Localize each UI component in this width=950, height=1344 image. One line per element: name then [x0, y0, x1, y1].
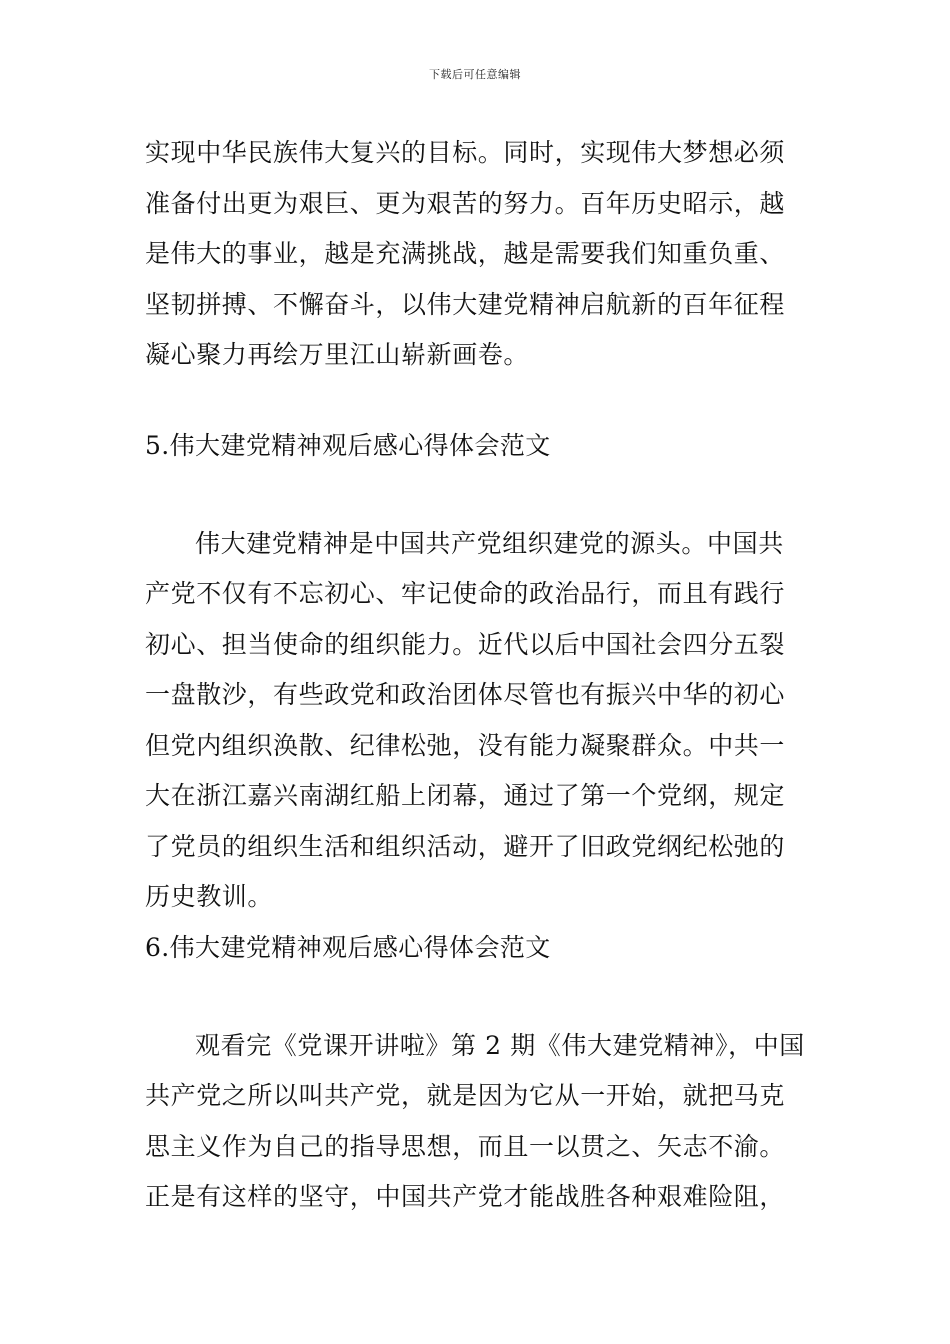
text-line: 伟大建党精神是中国共产党组织建党的源头。中国共: [195, 528, 784, 558]
text-line: 观看完《党课开讲啦》第 2 期《伟大建党精神》，中国: [195, 1030, 805, 1060]
text-line: 历史教训。: [145, 882, 274, 911]
text-line: 产党不仅有不忘初心、牢记使命的政治品行，而且有践行: [145, 579, 786, 608]
text-line: 初心、担当使命的组织能力。近代以后中国社会四分五裂: [145, 629, 786, 659]
text-line: 准备付出更为艰巨、更为艰苦的努力。百年历史昭示，越: [145, 188, 786, 218]
section-heading-6: 6.伟大建党精神观后感心得体会范文: [145, 932, 551, 962]
text-line: 大在浙江嘉兴南湖红船上闭幕，通过了第一个党纲，规定: [145, 781, 786, 810]
spacer: [145, 381, 810, 421]
text-line: 正是有这样的坚守，中国共产党才能战胜各种艰难险阻，: [145, 1182, 786, 1211]
text-line: 了党员的组织生活和组织活动，避开了旧政党纲纪松弛的: [145, 831, 786, 861]
paragraph-section-5: [145, 519, 810, 923]
page-header-note: 下载后可任意编辑: [429, 68, 521, 81]
text-line: 是伟大的事业，越是充满挑战，越是需要我们知重负重、: [145, 239, 786, 268]
spacer: [145, 973, 810, 1021]
text-line: 思主义作为自己的指导思想，而且一以贯之、矢志不渝。: [145, 1131, 786, 1161]
document-body: [145, 128, 810, 1223]
paragraph-continuation: [145, 128, 810, 381]
text-line: 实现中华民族伟大复兴的目标。同时，实现伟大梦想必须: [145, 138, 786, 167]
paragraph-section-6: [145, 1021, 810, 1223]
text-line: 一盘散沙，有些政党和政治团体尽管也有振兴中华的初心: [145, 680, 786, 709]
spacer: [145, 471, 810, 519]
text-line: 共产党之所以叫共产党，就是因为它从一开始，就把马克: [145, 1081, 786, 1110]
text-line: 但党内组织涣散、纪律松弛，没有能力凝聚群众。中共一: [145, 730, 786, 760]
text-line: 坚韧拼搏、不懈奋斗，以伟大建党精神启航新的百年征程: [145, 289, 786, 319]
text-line: 凝心聚力再绘万里江山崭新画卷。: [145, 340, 530, 369]
section-heading-5: 5.伟大建党精神观后感心得体会范文: [145, 430, 551, 460]
